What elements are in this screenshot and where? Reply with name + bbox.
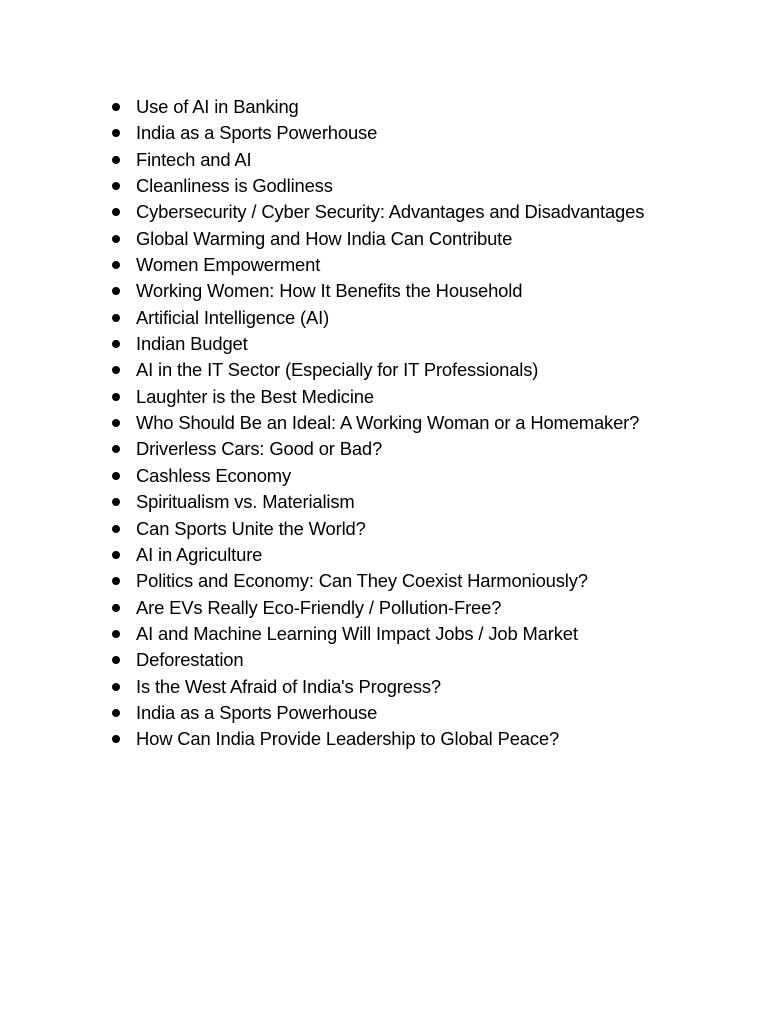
list-item: [108, 120, 728, 146]
list-item-text: Spiritualism vs. Materialism: [136, 491, 355, 513]
list-item: [108, 94, 728, 120]
list-item-text: AI in the IT Sector (Especially for IT Professionals): [136, 359, 539, 381]
bullet-icon: [112, 261, 120, 269]
bullet-icon: [112, 156, 120, 164]
list-item: [108, 647, 728, 673]
list-item-text: Laughter is the Best Medicine: [136, 385, 374, 407]
bullet-icon: [112, 419, 120, 427]
list-item: [108, 726, 728, 752]
list-item-text: Who Should Be an Ideal: A Working Woman or a Homemaker?: [136, 412, 640, 434]
bullet-icon: [112, 445, 120, 453]
list-item-text: Politics and Economy: Can They Coexist Harmoniously?: [136, 570, 588, 592]
list-item: [108, 516, 728, 542]
list-item-text: Is the West Afraid of India's Progress?: [136, 675, 442, 697]
bullet-icon: [112, 314, 120, 322]
list-item-text: India as a Sports Powerhouse: [136, 701, 378, 723]
bullet-icon: [112, 235, 120, 243]
list-item: [108, 384, 728, 410]
list-item-text: Working Women: How It Benefits the Household: [136, 280, 523, 302]
topic-list: [108, 94, 728, 753]
list-item: [108, 252, 728, 278]
list-item-text: Are EVs Really Eco-Friendly / Pollution-Free?: [136, 596, 502, 618]
list-item-text: AI in Agriculture: [136, 543, 263, 565]
list-item: [108, 489, 728, 515]
list-item-text: Women Empowerment: [136, 254, 321, 276]
bullet-icon: [112, 656, 120, 664]
bullet-icon: [112, 604, 120, 612]
list-item: [108, 700, 728, 726]
bullet-icon: [112, 577, 120, 585]
bullet-icon: [112, 472, 120, 480]
list-item: [108, 305, 728, 331]
list-item-text: AI and Machine Learning Will Impact Jobs / Job Market: [136, 622, 578, 644]
list-item-text: How Can India Provide Leadership to Global Peace?: [136, 728, 560, 750]
list-item-text: Artificial Intelligence (AI): [136, 306, 330, 328]
bullet-icon: [112, 103, 120, 111]
bullet-icon: [112, 709, 120, 717]
list-item: [108, 463, 728, 489]
bullet-icon: [112, 366, 120, 374]
list-item: [108, 199, 728, 225]
list-item-text: Can Sports Unite the World?: [136, 517, 366, 539]
bullet-icon: [112, 630, 120, 638]
list-item-text: Cleanliness is Godliness: [136, 175, 333, 197]
bullet-icon: [112, 551, 120, 559]
list-item: [108, 331, 728, 357]
list-item: [108, 226, 728, 252]
bullet-icon: [112, 393, 120, 401]
list-item: [108, 410, 728, 436]
list-item-text: Cashless Economy: [136, 464, 292, 486]
list-item-text: India as a Sports Powerhouse: [136, 122, 378, 144]
list-item-text: Cybersecurity / Cyber Security: Advantages and Disadvantages: [136, 201, 645, 223]
list-item: [108, 147, 728, 173]
list-item-text: Fintech and AI: [136, 148, 252, 170]
list-item: [108, 674, 728, 700]
bullet-icon: [112, 208, 120, 216]
bullet-icon: [112, 287, 120, 295]
list-item: [108, 595, 728, 621]
bullet-icon: [112, 182, 120, 190]
list-item: [108, 621, 728, 647]
list-item: [108, 357, 728, 383]
list-item: [108, 436, 728, 462]
list-item-text: Use of AI in Banking: [136, 96, 299, 117]
bullet-icon: [112, 129, 120, 137]
list-item: [108, 278, 728, 304]
bullet-icon: [112, 735, 120, 743]
list-item: [108, 542, 728, 568]
bullet-icon: [112, 683, 120, 691]
list-item: [108, 568, 728, 594]
bullet-icon: [112, 340, 120, 348]
list-item: [108, 173, 728, 199]
bullet-icon: [112, 525, 120, 533]
list-item-text: Indian Budget: [136, 333, 248, 355]
list-item-text: Deforestation: [136, 649, 244, 671]
bullet-icon: [112, 498, 120, 506]
list-item-text: Global Warming and How India Can Contribute: [136, 227, 513, 249]
list-item-text: Driverless Cars: Good or Bad?: [136, 438, 383, 460]
